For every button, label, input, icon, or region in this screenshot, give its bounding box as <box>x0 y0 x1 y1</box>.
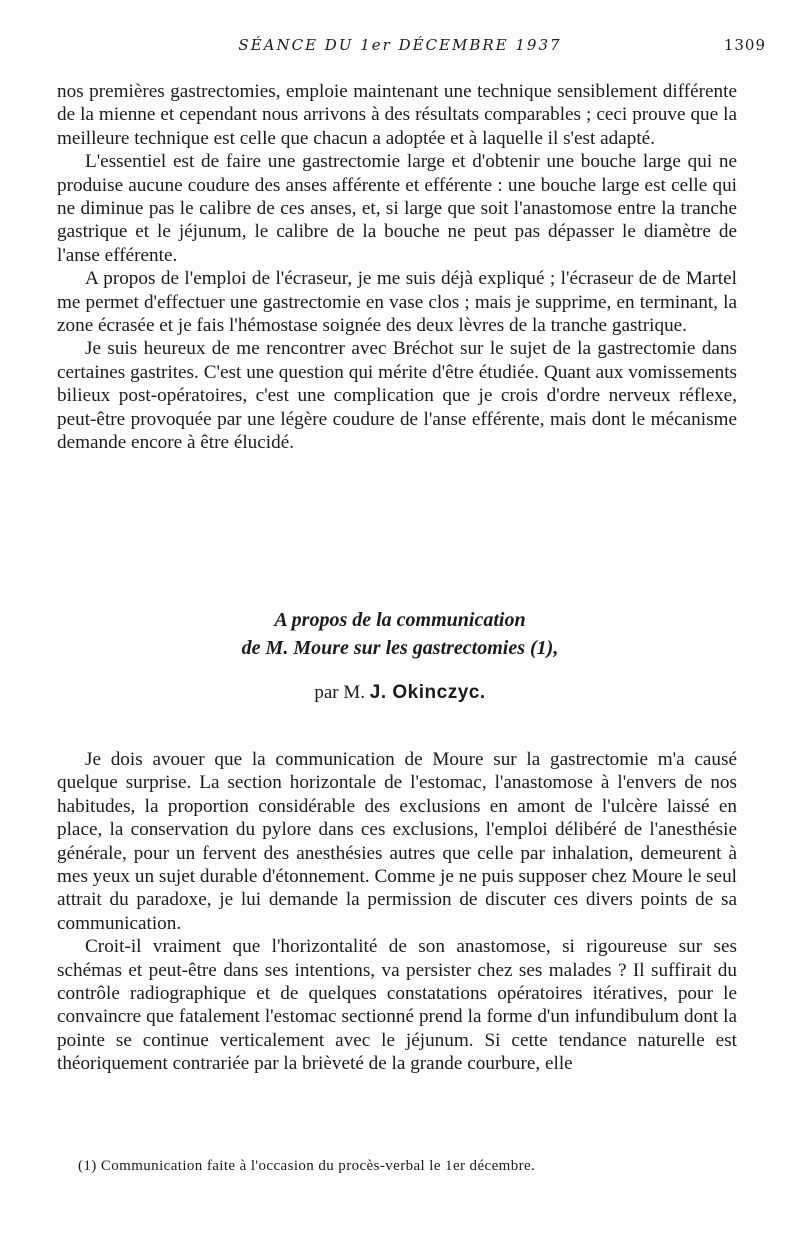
byline-author: J. Okinczyc. <box>369 682 486 703</box>
page-number: 1309 <box>723 36 766 54</box>
section-title-line-2: de M. Moure sur les gastrectomies (1), <box>241 637 559 659</box>
paragraph: Je suis heureux de me rencontrer avec Bréchot sur le sujet de la gastrectomie dans certaines gastrites. C'est une question qui mérite d'être étudiée. Quant aux vomissements bilieux post-opératoires, c'est une complication que je crois d'ordre nerveux réflexe, peut-être provoquée par une légère coudure de l'anse efférente, mais dont le mécanisme demande encore à être élucidé. <box>57 338 737 454</box>
section-title <box>0 606 800 662</box>
bottom-text-block <box>57 748 737 1076</box>
paragraph: nos premières gastrectomies, emploie maintenant une technique sensiblement différente de la mienne et cependant nous arrivons à des résultats comparables ; ceci prouve que la meilleure technique est celle que chacun a adoptée et à laquelle il s'est adapté. <box>57 81 737 149</box>
paragraph: L'essentiel est de faire une gastrectomie large et d'obtenir une bouche large qui ne produise aucune coudure des anses afférente et efférente : une bouche large est celle qui ne diminue pas le calibre de ces anses, et, si large que soit l'anastomose entre la tranche gastrique et le jéjunum, le calibre de la bouche ne peut pas dépasser le diamètre de l'anse efférente. <box>57 151 737 266</box>
running-title: SÉANCE DU 1er DÉCEMBRE 1937 <box>238 36 562 54</box>
paragraph: Je dois avouer que la communication de Moure sur la gastrectomie m'a causé quelque surprise. La section horizontale de l'estomac, l'anastomose à l'envers de nos habitudes, la proportion considérable des exclusions en amont de l'ulcère laissé en place, la conservation du pylore dans ces exclusions, l'emploi délibéré de l'anesthésie générale, pour un fervent des anesthésies autres que celle par inhalation, demeurent à mes yeux un sujet durable d'étonnement. Comme je ne puis supposer chez Moure le seul attrait du paradoxe, je lui demande la permission de discuter ces divers points de sa communication. <box>57 749 737 934</box>
running-head <box>0 36 800 60</box>
byline-prefix: par M. <box>314 682 366 703</box>
byline <box>0 682 800 704</box>
top-text-block <box>57 80 737 455</box>
paragraph: Croit-il vraiment que l'horizontalité de son anastomose, si rigoureuse sur ses schémas et peut-être dans ses intentions, va persister chez ses malades ? Il suffirait du contrôle radiographique et de quelques constatations opératoires itératives, pour le convaincre que fatalement l'estomac sectionné prend la forme d'un infundibulum dont la pointe se continue verticalement avec le jéjunum. Si cette tendance naturelle est théoriquement contrariée par la brièveté de la grande courbure, elle <box>57 936 737 1075</box>
paragraph: A propos de l'emploi de l'écraseur, je me suis déjà expliqué ; l'écraseur de de Martel me permet d'effectuer une gastrectomie en vase clos ; mais je supprime, en terminant, la zone écrasée et je fais l'hémostase soignée des deux lèvres de la tranche gastrique. <box>57 268 737 337</box>
footnote: (1) Communication faite à l'occasion du procès-verbal le 1er décembre. <box>78 1158 536 1174</box>
section-title-line-1: A propos de la communication <box>274 609 526 631</box>
